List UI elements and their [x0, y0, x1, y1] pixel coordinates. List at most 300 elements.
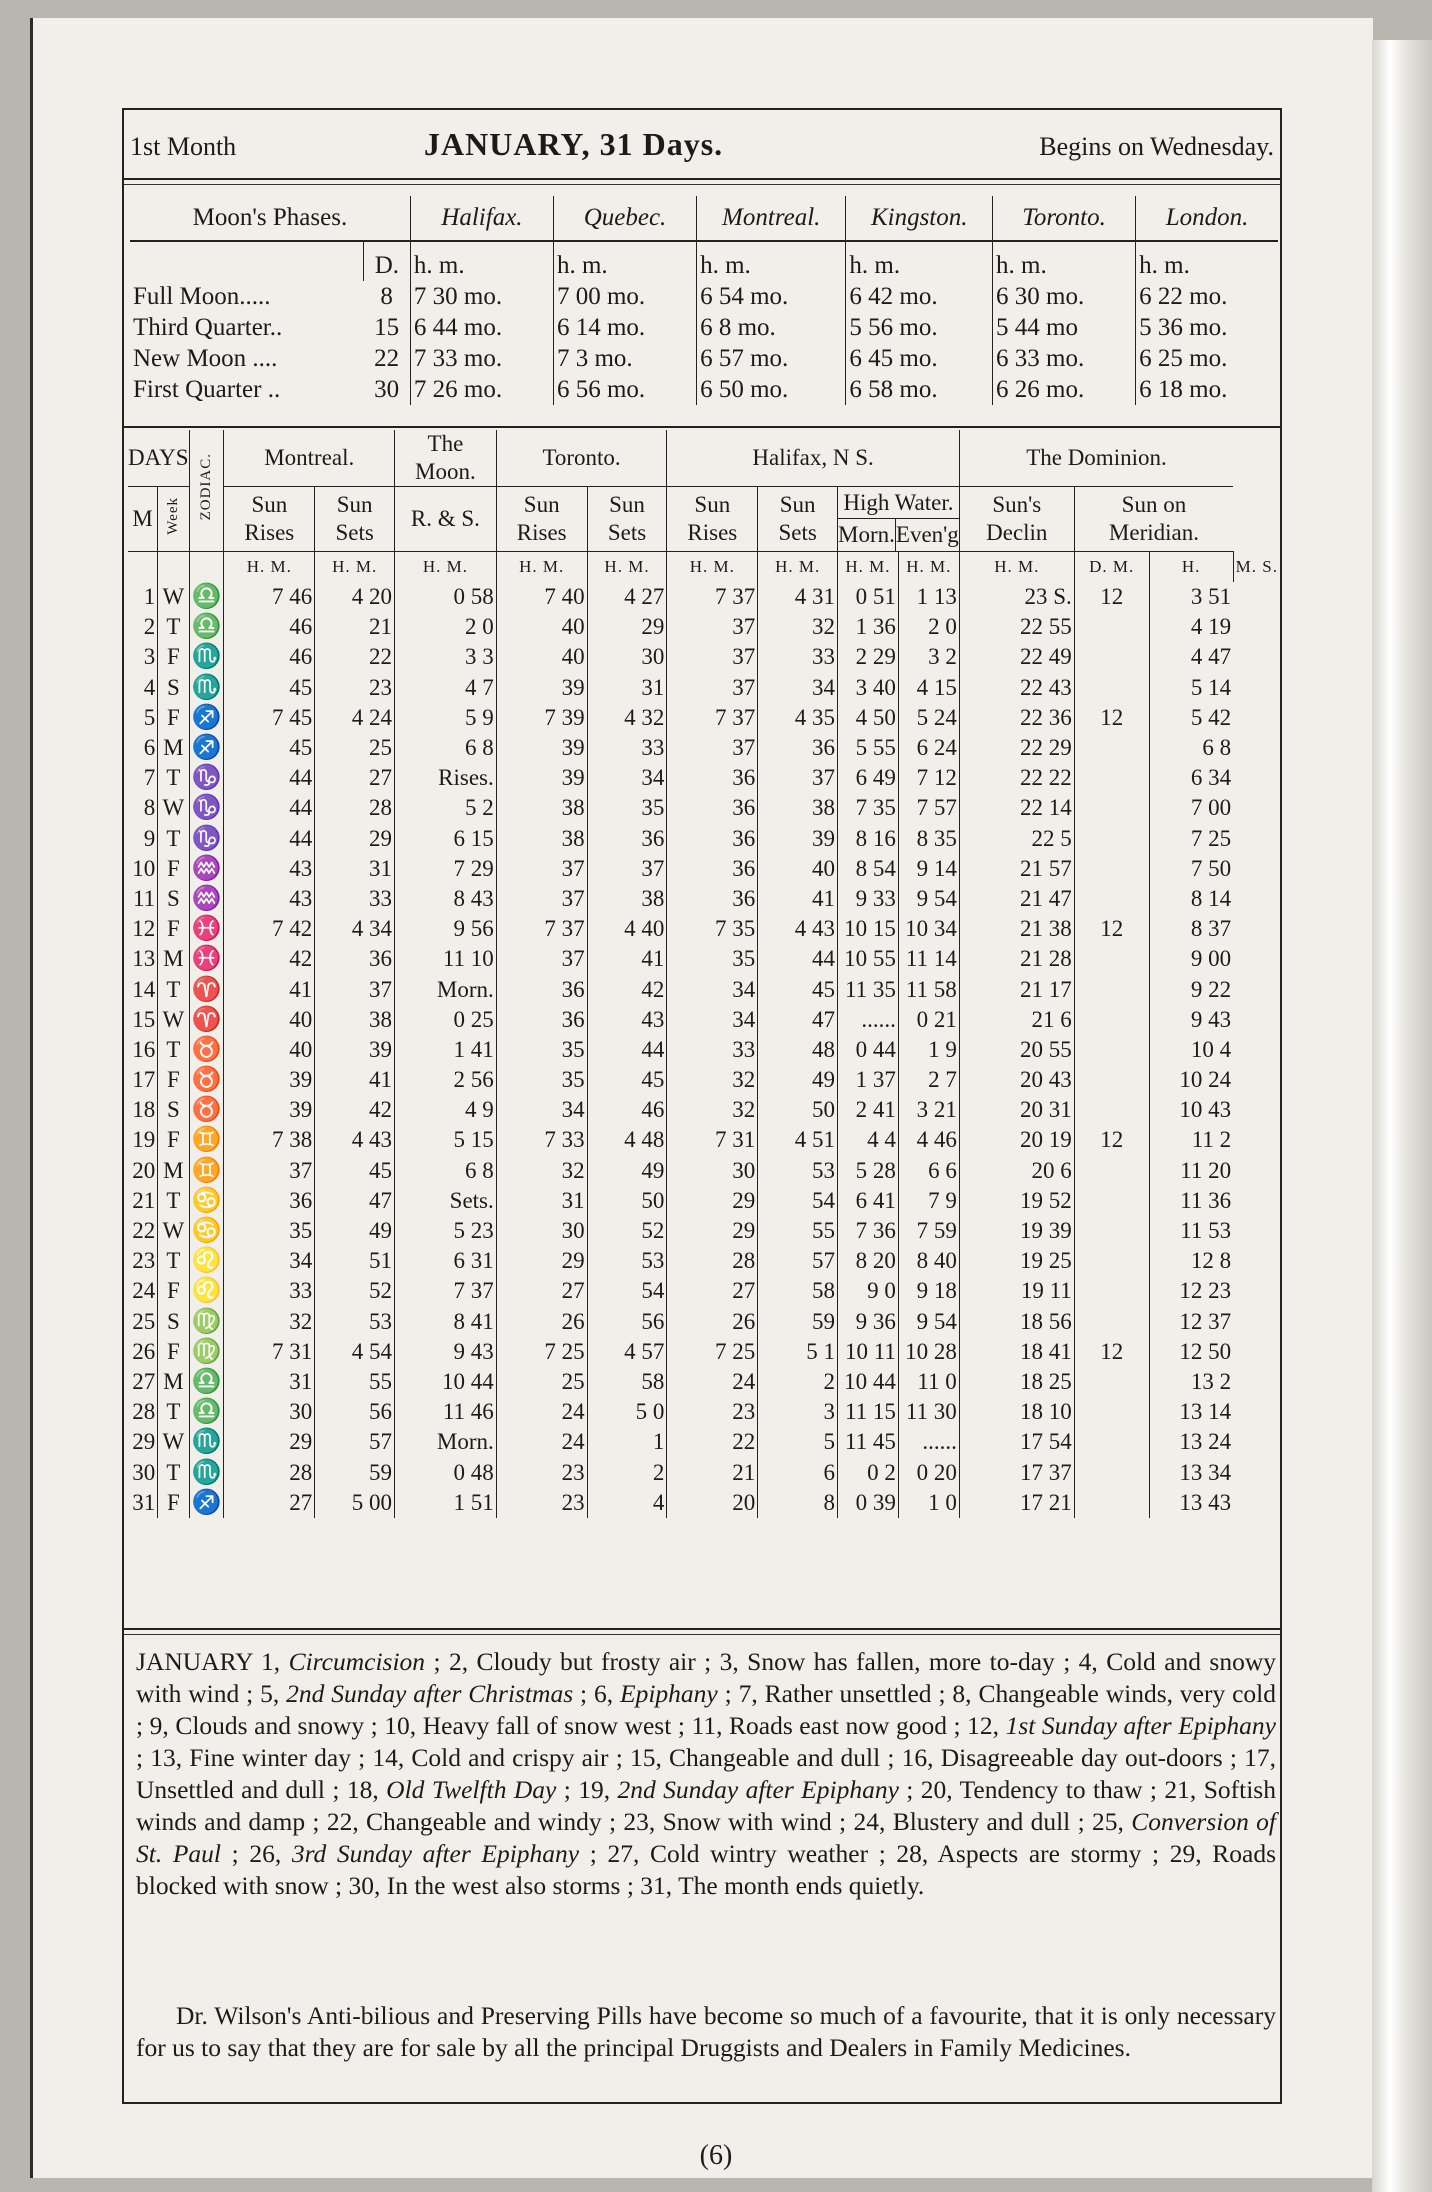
high-water-even: ...... — [898, 1427, 959, 1457]
meridian-min-sec: 5 42 — [1149, 703, 1233, 733]
feast-day: 3rd Sunday after Epiphany — [291, 1839, 580, 1868]
meridian-min-sec: 7 00 — [1149, 793, 1233, 823]
mtl-sun-rises: 46 — [224, 642, 315, 672]
phase-time: 6 30 mo. — [993, 281, 1136, 312]
page-number: (6) — [699, 2140, 733, 2171]
day-number: 8 — [143, 795, 156, 821]
phase-time: 7 3 mo. — [553, 343, 696, 374]
tor-sun-sets: 50 — [587, 1186, 667, 1216]
high-water-even: 7 57 — [898, 793, 959, 823]
hfx-sets-head: Sun Sets — [758, 487, 838, 552]
week-head: Week — [158, 487, 189, 552]
hfx-sun-sets: 44 — [758, 944, 838, 974]
phase-time: 7 30 mo. — [410, 281, 553, 312]
meridian-hour — [1074, 1035, 1149, 1065]
hfx-sun-sets: 4 35 — [758, 703, 838, 733]
tor-sun-sets: 4 — [587, 1488, 667, 1518]
meridian-hour — [1074, 1276, 1149, 1306]
sun-declination: 18 56 — [959, 1307, 1074, 1337]
sun-declination: 23 S. — [959, 582, 1074, 612]
high-water-morn: 9 33 — [838, 884, 899, 914]
mtl-sun-rises: 34 — [224, 1246, 315, 1276]
table-bottom-rule-thin — [124, 1634, 1280, 1635]
moon-rise-set: 8 41 — [395, 1307, 497, 1337]
meridian-hour — [1074, 1397, 1149, 1427]
day-row — [128, 1065, 1280, 1095]
zodiac-sign: ♊ — [189, 1156, 224, 1186]
meridian-hour — [1074, 944, 1149, 974]
hfx-sun-rises: 36 — [667, 854, 758, 884]
weekday: W — [158, 1427, 189, 1457]
time-unit — [158, 552, 189, 583]
high-water-morn: 7 35 — [838, 793, 899, 823]
day-number: 30 — [132, 1459, 156, 1485]
note-text: ; 27, Cold wintry weather ; 28, Aspects are stormy ; 29, Roads blocked with snow ; 30, In the west also storms ; 31, The month ends quietly. — [136, 1839, 1276, 1900]
meridian-hour — [1074, 1427, 1149, 1457]
day-row — [128, 1307, 1280, 1337]
hfx-sun-rises: 20 — [667, 1488, 758, 1518]
day-number: 11 — [133, 885, 156, 911]
weekday: S — [158, 1095, 189, 1125]
meridian-min-sec: 13 14 — [1149, 1397, 1233, 1427]
hfx-sun-sets: 33 — [758, 642, 838, 672]
hfx-sun-sets: 55 — [758, 1216, 838, 1246]
day-number: 23 — [132, 1248, 156, 1274]
phase-time: 6 8 mo. — [697, 312, 846, 343]
eveng-head: Even'g — [895, 521, 959, 547]
tor-sun-sets: 42 — [587, 974, 667, 1004]
weekday: F — [158, 1276, 189, 1306]
high-water-even: 6 24 — [898, 733, 959, 763]
tor-rises-head: Sun Rises — [496, 487, 587, 552]
tor-sun-rises: 24 — [496, 1397, 587, 1427]
high-water-even: 1 9 — [898, 1035, 959, 1065]
meridian-hour — [1074, 733, 1149, 763]
tor-sun-rises: 39 — [496, 763, 587, 793]
phase-time: 6 56 mo. — [553, 374, 696, 405]
sun-declination: 22 55 — [959, 612, 1074, 642]
weekday: F — [158, 1337, 189, 1367]
high-water-even: 11 0 — [898, 1367, 959, 1397]
feast-day: 1st Sunday after Epiphany — [1005, 1711, 1276, 1740]
high-water-morn: 4 50 — [838, 703, 899, 733]
high-water-even: 5 24 — [898, 703, 959, 733]
tor-sun-rises: 26 — [496, 1307, 587, 1337]
high-water-morn: 0 44 — [838, 1035, 899, 1065]
phase-name: Third Quarter.. — [133, 313, 283, 341]
weekday: S — [158, 673, 189, 703]
zodiac-sign: ♐ — [189, 1488, 224, 1518]
tor-sun-rises: 40 — [496, 642, 587, 672]
phase-time: 6 58 mo. — [846, 374, 993, 405]
hfx-sun-rises: 32 — [667, 1065, 758, 1095]
meridian-hour — [1074, 1488, 1149, 1518]
weekday: T — [158, 1186, 189, 1216]
tor-sun-sets: 56 — [587, 1307, 667, 1337]
phase-time: 7 26 mo. — [410, 374, 553, 405]
day-number: 24 — [132, 1278, 156, 1304]
day-row — [128, 884, 1280, 914]
tor-sun-rises: 7 39 — [496, 703, 587, 733]
meridian-min-sec: 7 50 — [1149, 854, 1233, 884]
declin-head: Sun's Declin — [959, 487, 1074, 552]
mtl-sun-rises: 44 — [224, 824, 315, 854]
hfx-sun-sets: 4 51 — [758, 1125, 838, 1155]
tor-sun-sets: 38 — [587, 884, 667, 914]
weekday: F — [158, 1488, 189, 1518]
advertisement: Dr. Wilson's Anti-bilious and Preserving Pills have become so much of a favourite, that it is only necessary for us to say that they are for sale by all the principal Druggists and Dealers in Family Medicines. — [136, 2001, 1276, 2062]
day-row — [128, 824, 1280, 854]
weekday: M — [158, 1156, 189, 1186]
hfx-sun-sets: 57 — [758, 1246, 838, 1276]
tor-sun-sets: 43 — [587, 1005, 667, 1035]
hfx-sun-rises: 37 — [667, 642, 758, 672]
high-water-morn: 3 40 — [838, 673, 899, 703]
meridian-hour — [1074, 673, 1149, 703]
phase-time: 5 36 mo. — [1136, 312, 1278, 343]
zodiac-sign: ♎ — [189, 1397, 224, 1427]
moon-rise-set: 6 15 — [395, 824, 497, 854]
mtl-sun-rises: 32 — [224, 1307, 315, 1337]
tor-sun-rises: 36 — [496, 974, 587, 1004]
mtl-sun-sets: 49 — [315, 1216, 395, 1246]
weekday: T — [158, 1035, 189, 1065]
hfx-sun-sets: 38 — [758, 793, 838, 823]
day-number: 12 — [132, 916, 156, 942]
header-rule — [124, 178, 1280, 180]
mtl-sun-sets: 42 — [315, 1095, 395, 1125]
day-row — [128, 1186, 1280, 1216]
mtl-sun-rises: 33 — [224, 1276, 315, 1306]
phase-name: First Quarter .. — [133, 375, 281, 403]
hfx-sun-sets: 32 — [758, 612, 838, 642]
day-row — [128, 1397, 1280, 1427]
time-unit: H. M. — [667, 552, 758, 583]
phase-time: 7 33 mo. — [410, 343, 553, 374]
high-water-morn: 7 36 — [838, 1216, 899, 1246]
sun-declination: 19 25 — [959, 1246, 1074, 1276]
phase-day: 22 — [374, 344, 400, 372]
day-number: 27 — [132, 1368, 156, 1394]
high-water-morn: 6 49 — [838, 763, 899, 793]
hfx-sun-rises: 32 — [667, 1095, 758, 1125]
day-row — [128, 1035, 1280, 1065]
meridian-min-sec: 8 37 — [1149, 914, 1233, 944]
day-number: 31 — [132, 1489, 156, 1515]
phase-time: 6 14 mo. — [553, 312, 696, 343]
weekday: M — [158, 944, 189, 974]
sun-declination: 21 47 — [959, 884, 1074, 914]
page-edge — [1372, 40, 1432, 2192]
tor-sun-rises: 37 — [496, 854, 587, 884]
high-water-head — [838, 487, 960, 552]
meridian-head: Sun on Meridian. — [1074, 487, 1233, 552]
sun-declination: 21 38 — [959, 914, 1074, 944]
weekday: W — [158, 582, 189, 612]
high-water-even: 0 21 — [898, 1005, 959, 1035]
hfx-sun-rises: 27 — [667, 1276, 758, 1306]
tor-sets-head: Sun Sets — [587, 487, 667, 552]
zodiac-sign: ♋ — [189, 1186, 224, 1216]
phase-time: 6 22 mo. — [1136, 281, 1278, 312]
mtl-sun-sets: 39 — [315, 1035, 395, 1065]
meridian-hour — [1074, 793, 1149, 823]
high-water-morn: ...... — [838, 1005, 899, 1035]
high-water-even: 11 14 — [898, 944, 959, 974]
high-water-even: 11 30 — [898, 1397, 959, 1427]
sun-declination: 22 43 — [959, 673, 1074, 703]
mtl-sun-rises: 39 — [224, 1095, 315, 1125]
moon-rise-set: 5 9 — [395, 703, 497, 733]
moon-rise-set: 10 44 — [395, 1367, 497, 1397]
meridian-hour — [1074, 1005, 1149, 1035]
time-unit: H. M. — [395, 552, 497, 583]
phase-name: Full Moon..... — [133, 282, 271, 310]
phase-time: 6 44 mo. — [410, 312, 553, 343]
day-number: 18 — [132, 1097, 156, 1123]
hfx-sun-rises: 7 31 — [667, 1125, 758, 1155]
hfx-sun-rises: 30 — [667, 1156, 758, 1186]
high-water-even: 8 40 — [898, 1246, 959, 1276]
rs-head: R. & S. — [395, 487, 497, 552]
calendar-table — [128, 430, 1280, 1518]
moon-rise-set: 5 23 — [395, 1216, 497, 1246]
zodiac-head: ZODIAC. — [189, 430, 224, 552]
hfx-sun-sets: 53 — [758, 1156, 838, 1186]
montreal-head: Montreal. — [224, 430, 395, 487]
hfx-sun-rises: 21 — [667, 1457, 758, 1487]
note-text: ; 13, Fine winter day ; 14, Cold and crispy air ; 15, Changeable and dull ; 16, Disagreeable day out-doors ; 17, Unsettled and dull ; 18, — [136, 1743, 1276, 1804]
meridian-min-sec: 11 53 — [1149, 1216, 1233, 1246]
high-water-even: 10 28 — [898, 1337, 959, 1367]
mtl-sun-sets: 4 20 — [315, 582, 395, 612]
hfx-sun-sets: 54 — [758, 1186, 838, 1216]
mtl-sun-rises: 43 — [224, 854, 315, 884]
tor-sun-sets: 58 — [587, 1367, 667, 1397]
day-row — [128, 642, 1280, 672]
weekday: F — [158, 642, 189, 672]
mtl-sun-sets: 23 — [315, 673, 395, 703]
moon-rise-set: 6 31 — [395, 1246, 497, 1276]
zodiac-sign: ♐ — [189, 703, 224, 733]
hfx-sun-rises: 37 — [667, 673, 758, 703]
tor-sun-rises: 37 — [496, 884, 587, 914]
moon-rise-set: 9 56 — [395, 914, 497, 944]
unit-label — [130, 241, 363, 281]
meridian-min-sec: 4 19 — [1149, 612, 1233, 642]
high-water-even: 10 34 — [898, 914, 959, 944]
hfx-sun-rises: 7 25 — [667, 1337, 758, 1367]
tor-sun-sets: 31 — [587, 673, 667, 703]
day-row — [128, 1005, 1280, 1035]
weekday: S — [158, 884, 189, 914]
zodiac-sign: ♒ — [189, 854, 224, 884]
day-number: 19 — [132, 1127, 156, 1153]
hfx-rises-head: Sun Rises — [667, 487, 758, 552]
tor-sun-rises: 24 — [496, 1427, 587, 1457]
moon-rise-set: Rises. — [395, 763, 497, 793]
tor-sun-sets: 53 — [587, 1246, 667, 1276]
tor-sun-rises: 30 — [496, 1216, 587, 1246]
time-unit: H. M. — [758, 552, 838, 583]
weekday: F — [158, 703, 189, 733]
tor-sun-sets: 54 — [587, 1276, 667, 1306]
day-number: 28 — [132, 1399, 156, 1425]
phase-day: 15 — [374, 313, 400, 341]
mtl-sun-sets: 36 — [315, 944, 395, 974]
phase-name: New Moon .... — [133, 344, 278, 372]
hfx-sun-sets: 5 1 — [758, 1337, 838, 1367]
tor-sun-sets: 37 — [587, 854, 667, 884]
tor-sun-rises: 38 — [496, 824, 587, 854]
hfx-sun-rises: 29 — [667, 1186, 758, 1216]
hfx-sun-rises: 35 — [667, 944, 758, 974]
phase-time: 6 45 mo. — [846, 343, 993, 374]
note-text: ; 20, Tendency to thaw ; 21, Softish winds and damp ; 22, Changeable and windy ; 23, Snow with wind ; 24, Blustery and dull ; 25, — [136, 1775, 1276, 1836]
meridian-hour — [1074, 1457, 1149, 1487]
high-water-even: 7 59 — [898, 1216, 959, 1246]
meridian-min-sec: 13 34 — [1149, 1457, 1233, 1487]
feast-day: 2nd Sunday after Epiphany — [617, 1775, 899, 1804]
high-water-even: 9 54 — [898, 1307, 959, 1337]
moon-phase-row — [130, 374, 1278, 405]
day-number: 6 — [143, 735, 156, 761]
hfx-sun-sets: 47 — [758, 1005, 838, 1035]
sun-declination: 22 29 — [959, 733, 1074, 763]
meridian-hour — [1074, 1186, 1149, 1216]
zodiac-sign: ♉ — [189, 1035, 224, 1065]
meridian-min-sec: 8 14 — [1149, 884, 1233, 914]
mtl-sun-rises: 37 — [224, 1156, 315, 1186]
meridian-hour — [1074, 884, 1149, 914]
mtl-sun-sets: 5 00 — [315, 1488, 395, 1518]
day-number: 29 — [132, 1429, 156, 1455]
high-water-even: 7 12 — [898, 763, 959, 793]
high-water-morn: 2 29 — [838, 642, 899, 672]
mtl-sun-sets: 33 — [315, 884, 395, 914]
meridian-min-sec: 12 50 — [1149, 1337, 1233, 1367]
phase-day: 8 — [380, 282, 393, 310]
mtl-sun-rises: 36 — [224, 1186, 315, 1216]
mtl-sun-rises: 35 — [224, 1216, 315, 1246]
day-number: 26 — [132, 1338, 156, 1364]
tor-sun-sets: 4 57 — [587, 1337, 667, 1367]
hfx-sun-rises: 36 — [667, 763, 758, 793]
moon-rise-set: 3 3 — [395, 642, 497, 672]
moon-rise-set: 11 10 — [395, 944, 497, 974]
day-number: 17 — [132, 1067, 156, 1093]
hfx-sun-sets: 5 — [758, 1427, 838, 1457]
mtl-sun-sets: 28 — [315, 793, 395, 823]
day-row — [128, 793, 1280, 823]
zodiac-sign: ♍ — [189, 1337, 224, 1367]
dominion-head: The Dominion. — [959, 430, 1233, 487]
day-number: 3 — [143, 644, 156, 670]
tor-sun-rises: 7 25 — [496, 1337, 587, 1367]
moon-phase-row — [130, 312, 1278, 343]
sun-declination: 19 39 — [959, 1216, 1074, 1246]
sun-declination: 21 57 — [959, 854, 1074, 884]
time-unit: H. M. — [959, 552, 1074, 583]
weekday: T — [158, 1246, 189, 1276]
feast-day: 2nd Sunday after Christmas — [286, 1679, 574, 1708]
weekday: T — [158, 824, 189, 854]
days-head: DAYS — [128, 430, 189, 487]
tor-sun-rises: 7 37 — [496, 914, 587, 944]
high-water-morn: 11 15 — [838, 1397, 899, 1427]
mtl-sun-rises: 41 — [224, 974, 315, 1004]
mtl-sun-sets: 57 — [315, 1427, 395, 1457]
phase-time: 6 18 mo. — [1136, 374, 1278, 405]
moon-rise-set: 0 58 — [395, 582, 497, 612]
tor-sun-rises: 40 — [496, 612, 587, 642]
day-row — [128, 1156, 1280, 1186]
mtl-sun-rises: 45 — [224, 673, 315, 703]
day-number: 15 — [132, 1006, 156, 1032]
high-water-morn: 9 36 — [838, 1307, 899, 1337]
zodiac-sign: ♎ — [189, 1367, 224, 1397]
zodiac-sign: ♑ — [189, 793, 224, 823]
weekday: W — [158, 793, 189, 823]
time-unit: H. M. — [315, 552, 395, 583]
meridian-min-sec: 11 2 — [1149, 1125, 1233, 1155]
zodiac-sign: ♎ — [189, 582, 224, 612]
day-number: 9 — [143, 825, 156, 851]
hfx-sun-rises: 36 — [667, 824, 758, 854]
moon-rise-set: 2 56 — [395, 1065, 497, 1095]
mtl-sun-rises: 27 — [224, 1488, 315, 1518]
meridian-min-sec: 7 25 — [1149, 824, 1233, 854]
phase-day: 30 — [374, 375, 400, 403]
mtl-sun-sets: 41 — [315, 1065, 395, 1095]
high-water-even: 3 21 — [898, 1095, 959, 1125]
tor-sun-sets: 44 — [587, 1035, 667, 1065]
mtl-rises-head: Sun Rises — [224, 487, 315, 552]
meridian-min-sec: 6 34 — [1149, 763, 1233, 793]
day-row — [128, 612, 1280, 642]
sun-declination: 22 49 — [959, 642, 1074, 672]
day-row — [128, 1337, 1280, 1367]
tor-sun-rises: 31 — [496, 1186, 587, 1216]
hfx-sun-rises: 26 — [667, 1307, 758, 1337]
meridian-min-sec: 3 51 — [1149, 582, 1233, 612]
hfx-sun-rises: 29 — [667, 1216, 758, 1246]
moon-rise-set: 8 43 — [395, 884, 497, 914]
zodiac-sign: ♈ — [189, 1005, 224, 1035]
mtl-sets-head: Sun Sets — [315, 487, 395, 552]
day-row — [128, 1246, 1280, 1276]
mtl-sun-rises: 42 — [224, 944, 315, 974]
zodiac-sign: ♏ — [189, 673, 224, 703]
hfx-sun-sets: 40 — [758, 854, 838, 884]
zodiac-sign: ♌ — [189, 1276, 224, 1306]
sun-declination: 20 43 — [959, 1065, 1074, 1095]
meridian-min-sec: 13 24 — [1149, 1427, 1233, 1457]
mtl-sun-sets: 4 43 — [315, 1125, 395, 1155]
day-number: 14 — [132, 976, 156, 1002]
day-number: 10 — [132, 855, 156, 881]
zodiac-sign: ♉ — [189, 1065, 224, 1095]
high-water-morn: 8 54 — [838, 854, 899, 884]
meridian-hour: 12 — [1074, 703, 1149, 733]
hfx-sun-rises: 34 — [667, 974, 758, 1004]
tor-sun-sets: 2 — [587, 1457, 667, 1487]
mtl-sun-sets: 31 — [315, 854, 395, 884]
meridian-hour — [1074, 1307, 1149, 1337]
mtl-sun-rises: 7 45 — [224, 703, 315, 733]
hfx-sun-sets: 4 31 — [758, 582, 838, 612]
mtl-sun-sets: 21 — [315, 612, 395, 642]
